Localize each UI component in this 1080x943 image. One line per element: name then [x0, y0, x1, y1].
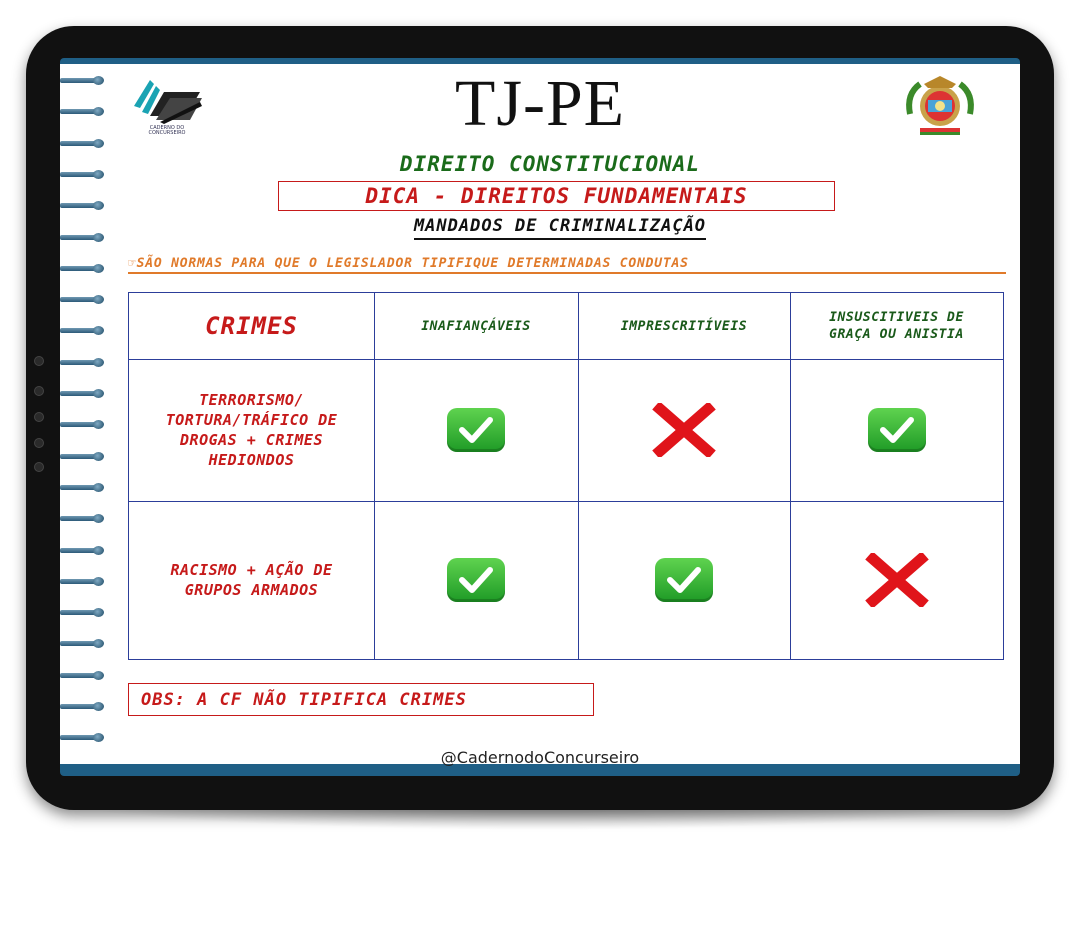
cross-mark-icon: [652, 403, 716, 457]
notebook-page: [60, 64, 1020, 767]
binding-ring: [60, 452, 108, 461]
check-mark-icon: [447, 558, 505, 602]
table-cell: [790, 501, 1003, 659]
topic-heading: [330, 216, 790, 236]
binding-ring: [60, 608, 108, 617]
side-button: [34, 412, 44, 422]
pernambuco-crest-icon: [902, 74, 978, 140]
table-cell: [578, 501, 790, 659]
header-inafiancaveis: INAFIANÇÁVEIS: [421, 318, 531, 334]
binding-ring: [60, 483, 108, 492]
binding-ring: [60, 546, 108, 555]
binding-ring: [60, 702, 108, 711]
row-label-terrorismo: TERRORISMO/ TORTURA/TRÁFICO DE DROGAS + CRIMES HEDIONDOS: [165, 391, 338, 469]
note-text: SÃO NORMAS PARA QUE O LEGISLADOR TIPIFIQUE DETERMINADAS CONDUTAS: [136, 256, 689, 271]
subject-heading: DIREITO CONSTITUCIONAL: [399, 152, 701, 176]
pointing-hand-icon: ☞: [128, 256, 137, 271]
table-cell: [374, 359, 578, 501]
side-button: [34, 462, 44, 472]
header-imprescritiveis: IMPRESCRITÍVEIS: [620, 318, 748, 334]
binding-ring: [60, 107, 108, 116]
header-insuscetiveis: INSUSCITIVEIS DE GRAÇA OU ANISTIA: [829, 310, 964, 342]
binding-ring: [60, 233, 108, 242]
page-title: TJ-PE: [455, 67, 625, 140]
check-mark-icon: [447, 408, 505, 452]
logo-caption: CADERNO DO CONCURSEIRO: [148, 125, 186, 136]
binding-ring: [60, 671, 108, 680]
binding-ring: [60, 295, 108, 304]
binding-ring: [60, 514, 108, 523]
spiral-binding: [60, 64, 110, 764]
social-handle: @CadernodoConcurseiro: [440, 748, 640, 767]
side-button: [34, 386, 44, 396]
table-cell: [578, 359, 790, 501]
binding-ring: [60, 577, 108, 586]
side-button: [34, 438, 44, 448]
binding-ring: [60, 76, 108, 85]
tip-box: DICA - DIREITOS FUNDAMENTAIS: [278, 181, 835, 211]
binding-ring: [60, 420, 108, 429]
binding-ring: [60, 170, 108, 179]
observation-box: OBS: A CF NÃO TIPIFICA CRIMES: [128, 683, 594, 716]
binding-ring: [60, 139, 108, 148]
criminalization-table: [128, 292, 1004, 660]
binding-ring: [60, 264, 108, 273]
table-cell: [374, 501, 578, 659]
topic-text: MANDADOS DE CRIMINALIZAÇÃO: [414, 216, 706, 240]
table-cell: [790, 359, 1003, 501]
binding-ring: [60, 389, 108, 398]
row-label-racismo: RACISMO + AÇÃO DE GRUPOS ARMADOS: [170, 561, 333, 599]
check-mark-icon: [868, 408, 926, 452]
binding-ring: [60, 201, 108, 210]
definition-note: [128, 256, 1006, 274]
binding-ring: [60, 326, 108, 335]
binding-ring: [60, 639, 108, 648]
binding-ring: [60, 358, 108, 367]
check-mark-icon: [655, 558, 713, 602]
side-button: [34, 356, 44, 366]
tablet-screen: [60, 58, 1020, 776]
header-crimes: CRIMES: [205, 312, 298, 340]
cross-mark-icon: [865, 553, 929, 607]
binding-ring: [60, 733, 108, 742]
